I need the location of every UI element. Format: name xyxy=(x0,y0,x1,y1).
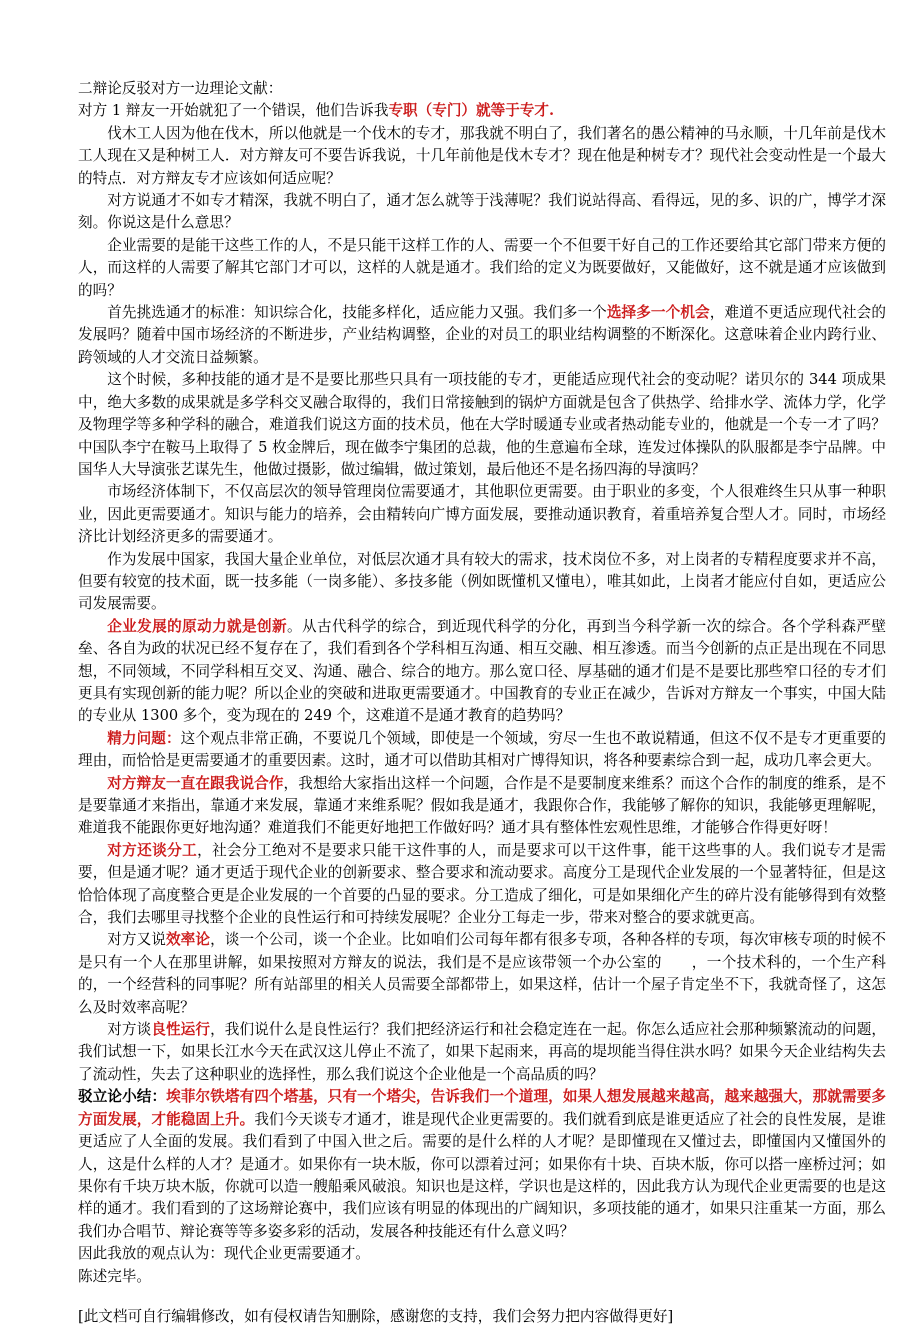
paragraph-9 xyxy=(78,616,886,728)
p12-emphasis: 对方还谈分工 xyxy=(107,841,198,859)
footer-note: [此文档可自行编辑修改，如有侵权请告知删除，感谢您的支持，我们会努力把内容做得更好] xyxy=(78,1307,674,1325)
paragraph-8: 作为发展中国家，我国大量企业单位，对低层次通才具有较大的需求，技术岗位不多，对上岗者的专精程度要求并不高，但要有较宽的技术面，既一技多能（一岗多能）、多技多能（例如既懂机又懂电），唯其如此，上岗者才能应付自如，更适应公司发展需要。 xyxy=(78,550,886,613)
paragraph-7: 市场经济体制下，不仅高层次的领导管理岗位需要通才，其他职位更需要。由于职业的多变，个人很难终生只从事一种职业，因此更需要通才。知识与能力的培养，会由精转向广博方面发展，要推动通识教育，着重培养复合型人才。同时，市场经济比计划经济更多的需要通才。 xyxy=(78,483,886,546)
paragraph-6: 这个时候，多种技能的通才是不是要比那些只具有一项技能的专才，更能适应现代社会的变动呢？诺贝尔的 344 项成果中，绝大多数的成果就是多学科交叉融合取得的，我们日常接触到的锅炉方面就是包含了供热学、给排水学、流体力学，化学及物理学等多种学科的融合，难道我们说这方面的技术员，他在大学时暖通专业或者热动能专业的，他就是一个专一才了吗？中国队李宁在鞍马上取得了 5 枚金牌后，现在做李宁集团的总裁，他的生意遍布全球，连发过体操队的队服都是李宁品牌。中国华人大导演张艺谋先生，他做过摄影，做过编辑，做过策划，最后他还不是名扬四海的导演吗？ xyxy=(78,371,886,478)
summary-label: 驳立论小结： xyxy=(78,1088,167,1106)
paragraph-5 xyxy=(78,302,886,369)
paragraph-10 xyxy=(78,728,886,773)
paragraph-3: 对方说通才不如专才精深，我就不明白了，通才怎么就等于浅薄呢？我们说站得高、看得远，见的多、识的广，博学才深刻。你说这是什么意思？ xyxy=(78,192,886,232)
paragraph-13 xyxy=(78,929,886,1019)
summary-paragraph xyxy=(78,1086,886,1243)
p12-text: ，社会分工绝对不是要求只能干这件事的人，而是要求可以干这件事，能干这些事的人。我们说专才是需要，但是通才呢？通才更适于现代企业的创新要求、整合要求和流动要求。高度分工是现代企业发展的一个显著特征，但是这恰恰体现了高度整合更是企业发展的一个首要的凸显的要求。分工造成了细化，可是如果细化产生的碎片没有能够得到有效整合，我们去哪里寻找整个企业的良性运行和可持续发展呢？企业分工每走一步，带来对整合的要求就更高。 xyxy=(78,841,886,927)
p14-emphasis: 良性运行 xyxy=(151,1021,211,1039)
summary-emphasis: 埃菲尔铁塔有四个塔基，只有一个塔尖，告诉我们一个道理，如果人想发展越来越高，越来越强大，那就需要多方面发展，才能稳固上升。 xyxy=(78,1088,886,1128)
paragraph-2: 伐木工人因为他在伐木，所以他就是一个伐木的专才，那我就不明白了，我们著名的愚公精神的马永顺，十几年前是伐木工人现在又是种树工人．对方辩友可不要告诉我说，十几年前他是伐木专才？现在他是种树专才？现代社会变动性是一个最大的特点．对方辩友专才应该如何适应呢？ xyxy=(78,124,886,187)
p5-text-c: ，难道不更适应现代社会的发展吗？随着中国市场经济的不断进步，产业结构调整，企业的对员工的职业结构调整的不断深化。这意味着企业内跨行业、跨领域的人才交流日益频繁。 xyxy=(78,304,886,366)
p9-emphasis: 企业发展的原动力就是创新 xyxy=(107,617,287,635)
p14-text-a: 对方谈 xyxy=(107,1021,152,1039)
summary-text: 我们今天谈专才通才，谁是现代企业更需要的。我们就看到底是谁更适应了社会的良性发展，是谁更适应了人全面的发展。我们看到了中国入世之后。需要的是什么样的人才呢？是即懂现在又懂过去，即懂国内又懂国外的人，这是什么样的人才？是通才。如果你有一块木版，你可以漂着过河；如果你有十块、百块木版，你可以搭一座桥过河；如果你有千块万块木版，你就可以造一艘船乘风破浪。知识也是这样，学识也是这样的，因此我方认为现代企业更需要的也是这样的通才。我们看到的了这场辩论赛中，我们应该有明显的体现出的广阔知识，多项技能的通才，如果只注重某一方面，那么我们办合唱节、辩论赛等等多姿多彩的活动，发展各种技能还有什么意义吗？ xyxy=(78,1110,886,1240)
closing-line: 陈述完毕。 xyxy=(78,1267,151,1285)
p10-emphasis: 精力问题： xyxy=(107,729,181,747)
p13-text-a: 对方又说 xyxy=(107,931,166,949)
p13-emphasis: 效率论 xyxy=(165,931,211,949)
p11-emphasis: 对方辩友一直在跟我说合作 xyxy=(107,774,284,792)
p11-text: ，我想给大家指出这样一个问题，合作是不是要制度来维系？而这个合作的制度的维系，是不是要靠通才来指出，靠通才来发展，靠通才来维系呢？假如我是通才，我跟你合作，我能够了解你的知识，我能够更理解呢，难道我不能跟你更好地沟通？难道我们不能更好地把工作做好吗？通才具有整体性宏观性思维，才能够合作得更好呀！ xyxy=(78,774,886,837)
paragraph-12 xyxy=(78,840,886,930)
p9-text: 。从古代科学的综合，到近现代科学的分化，再到当今科学新一次的综合。各个学科森严壁垒、各自为政的状况已经不复存在了，我们看到各个学科相互沟通、相互交融、相互渗透。而当今创新的点正是出现在不同思想，不同领域，不同学科相互交叉、沟通、融合、综合的地方。那么宽口径、厚基础的通才们是不是要比那些窄口径的专才们更具有实现创新的能力呢？所以企业的突破和进取更需要通才。中国教育的专业正在减少，告诉对方辩友一个事实，中国大陆的专业从 1300 多个，变为现在的 249 个，这难道不是通才教育的趋势吗？ xyxy=(78,617,886,725)
paragraph-14 xyxy=(78,1019,886,1086)
p1-text: 对方 1 辩友一开始就犯了一个错误，他们告诉我 xyxy=(78,102,389,120)
p5-text-a: 首先挑选通才的标准：知识综合化，技能多样化，适应能力又强。我们多一个 xyxy=(107,304,607,322)
paragraph-4: 企业需要的是能干这些工作的人，不是只能干这样工作的人、需要一个不但要干好自己的工作还要给其它部门带来方便的人，而这样的人需要了解其它部门才可以，这样的人就是通才。我们给的定义为既要做好，又能做好，这不就是通才应该做到的吗？ xyxy=(78,236,886,299)
conclusion-line: 因此我放的观点认为：现代企业更需要通才。 xyxy=(78,1245,370,1263)
paragraph-11 xyxy=(78,773,886,840)
document-body xyxy=(78,78,886,1328)
p5-emphasis: 选择多一个机会 xyxy=(606,304,710,322)
paragraph-1 xyxy=(78,100,886,122)
p13-text-c: ，谈一个公司，谈一个企业。比如咱们公司每年都有很多专项，各种各样的专项，每次审核专项的时候不是只有一个人在那里讲解，如果按照对方辩友的说法，我们是不是应该带领一个办公室的 ，一个技术科的，一个生产科的，一个经营科的同事呢？所有站部里的相关人员需要全部都带上，如果这样，估计一个屋子肯定坐不下，我就奇怪了，这怎么及时效率高呢？ xyxy=(78,931,886,1016)
p1-emphasis: 专职（专门）就等于专才. xyxy=(388,102,555,120)
p14-text-c: ，我们说什么是良性运行？我们把经济运行和社会稳定连在一起。你怎么适应社会那种频繁流动的问题，我们试想一下，如果长江水今天在武汉这儿停止不流了，如果下起雨来，再高的堤坝能当得住洪水吗？如果今天企业结构失去了流动性，失去了这种职业的选择性，那么我们说这个企业他是一个高品质的吗？ xyxy=(78,1021,886,1083)
p10-text: 这个观点非常正确，不要说几个领域，即使是一个领域，穷尽一生也不敢说精通，但这不仅不是专才更重要的理由，而恰恰是更需要通才的重要因素。这时，通才可以借助其相对广博得知识，将各种要素综合到一起，成功几率会更大。 xyxy=(78,729,886,770)
document-heading: 二辩论反驳对方一边理论文献： xyxy=(78,80,283,97)
